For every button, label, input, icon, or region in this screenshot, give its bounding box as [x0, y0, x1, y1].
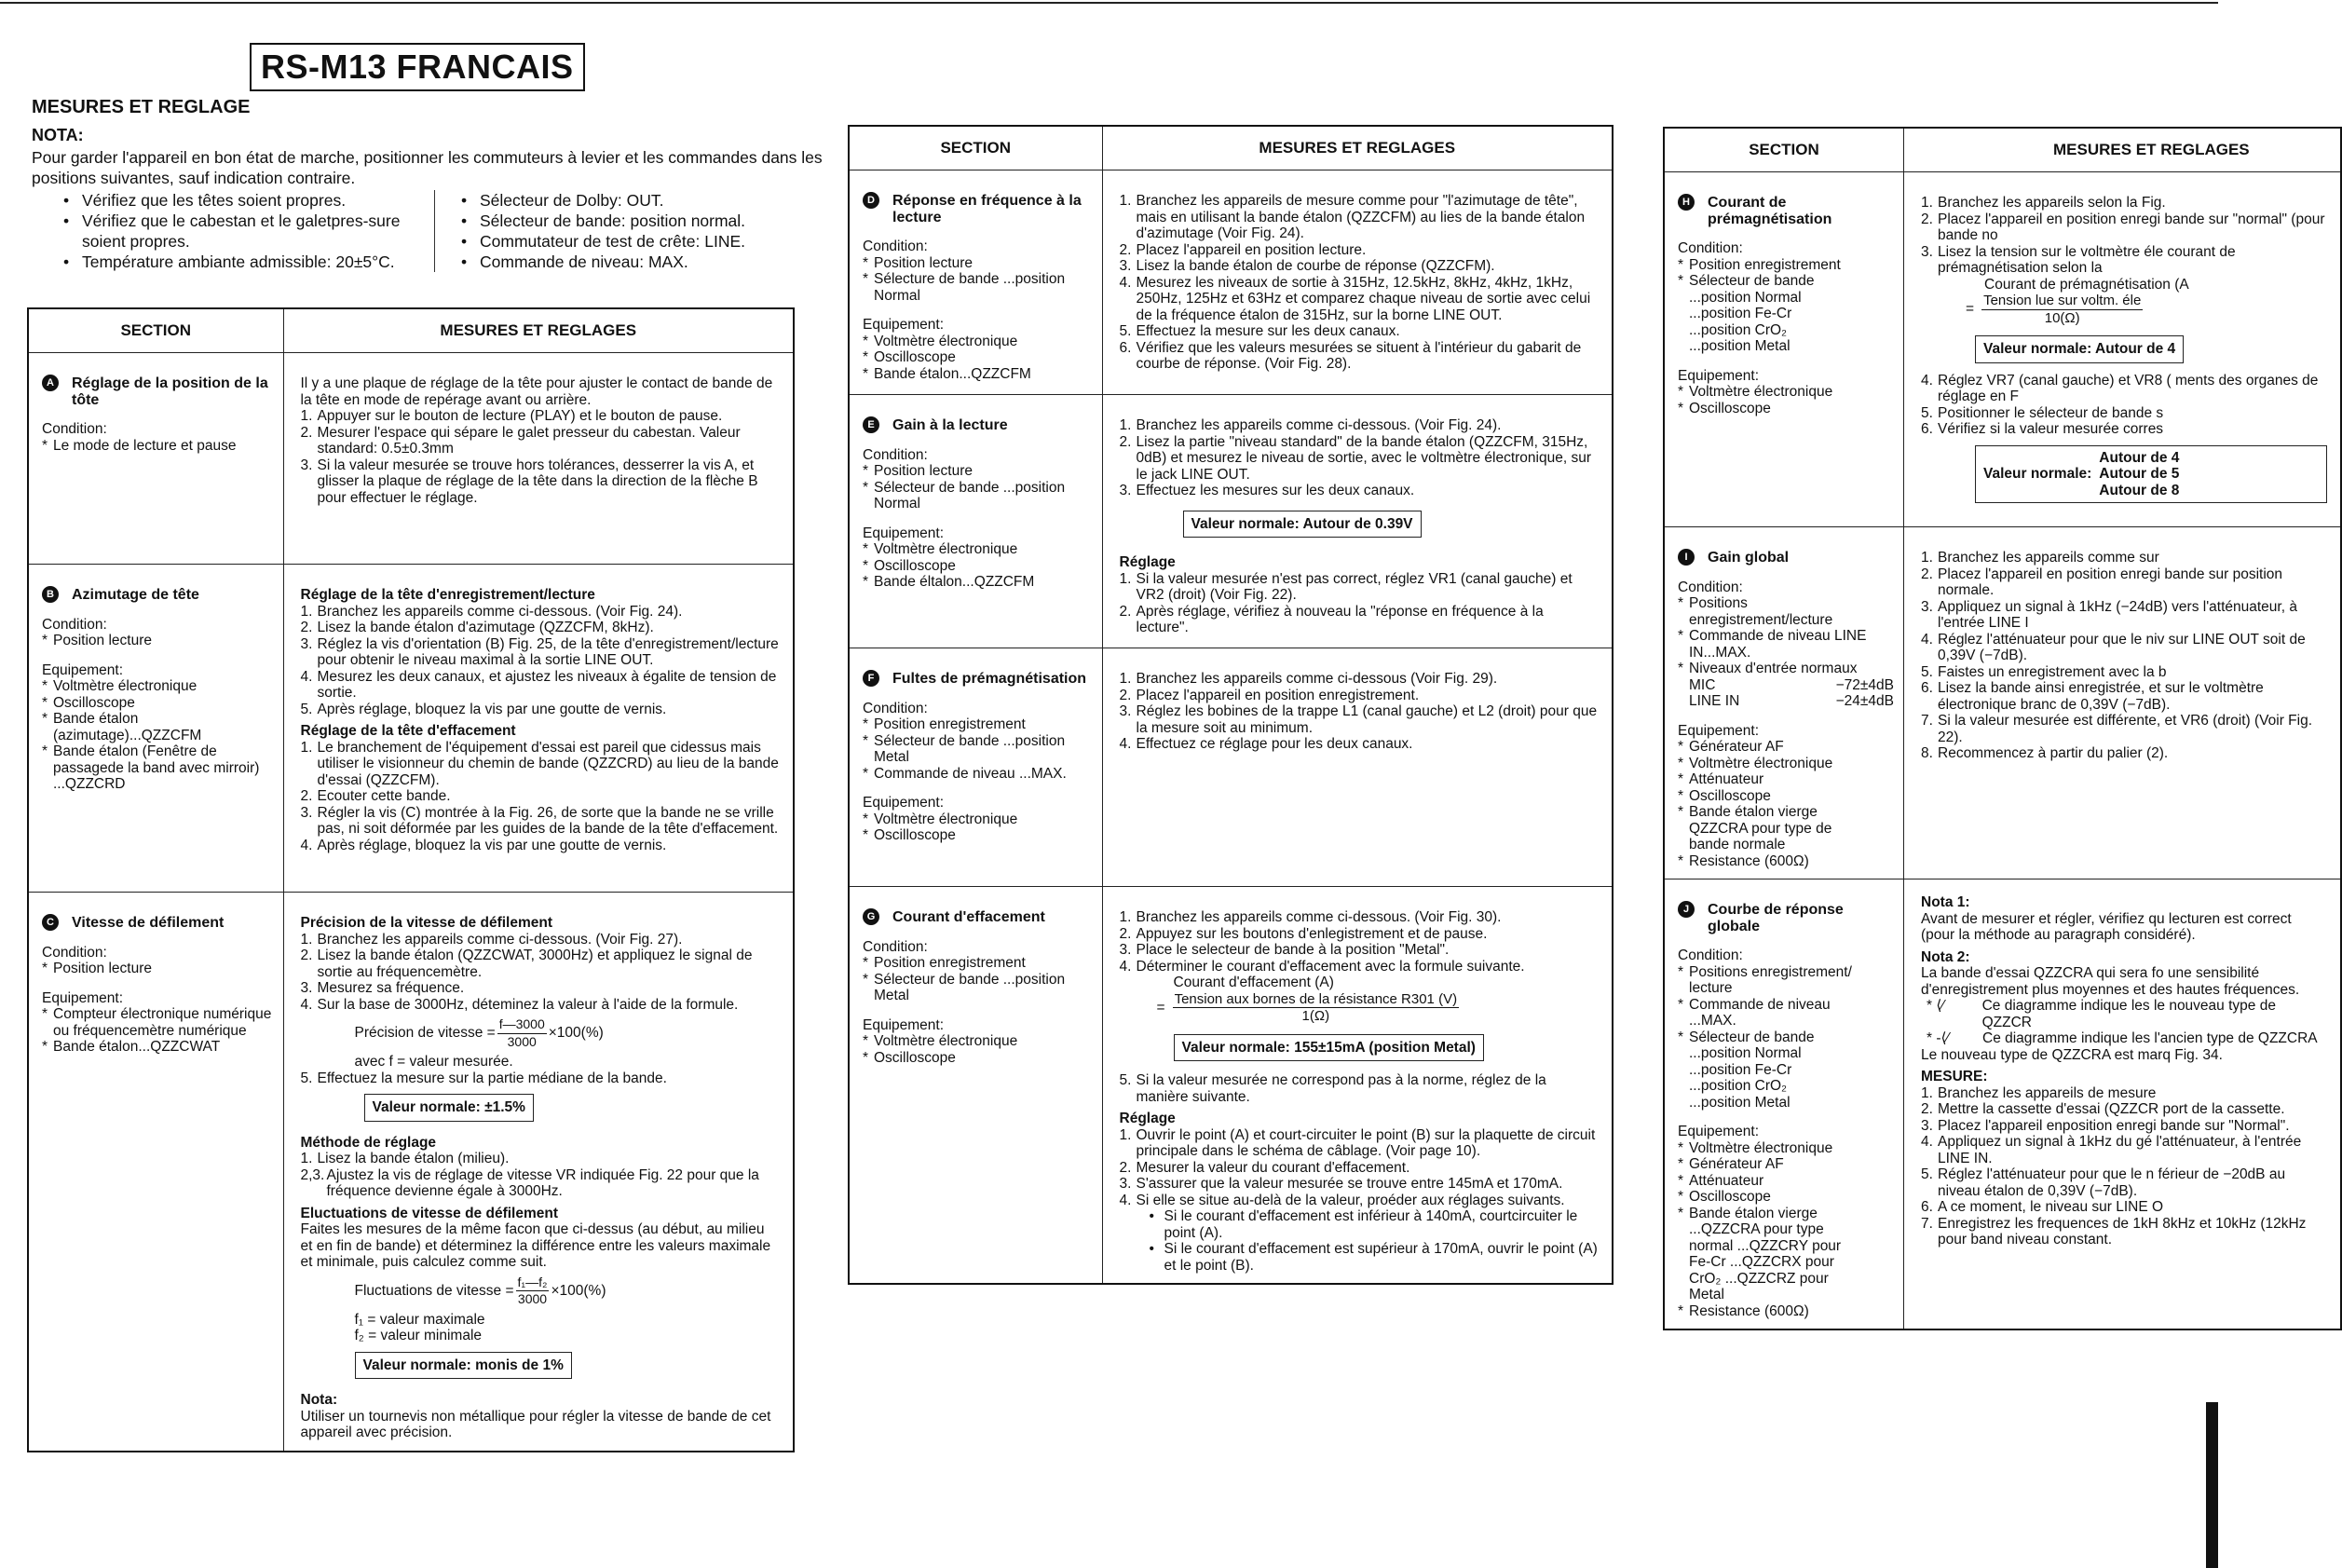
- step: 3. Réglez la vis d'orientation (B) Fig. 25, de la tête d'enregistrement/lecture pour obtenir le niveau maximal à la sortie LINE OUT.: [300, 635, 779, 668]
- step: 1. Si la valeur mesurée n'est pas correct, réglez VR1 (canal gauche) et VR2 (droit) (Voir Fig. 22).: [1119, 570, 1573, 603]
- step: 1. Ouvrir le point (A) et court-circuiter le point (B) sur la plaquette de circuit principale dans le schéma de câblage. (Voir page 10).: [1119, 1126, 1596, 1159]
- mesures-cell: [1904, 879, 2342, 1330]
- list-item: * Positions enregistrement/ lecture: [1678, 964, 1894, 997]
- list-item: * Compteur électronique numérique ou fréquencemètre numérique: [42, 1006, 274, 1039]
- step: 2. Lisez la bande étalon (QZZCWAT, 3000Hz) et appliquez le signal de sortie au fréquencemètre.: [300, 948, 753, 980]
- list-item: * Voltmètre électronique: [863, 1033, 1093, 1050]
- paragraph: Il y a une plaque de réglage de la tête pour ajuster le contact de bande de la tête en mode de repérage avant ou arrière.: [300, 375, 773, 408]
- subheading: Réglage: [1119, 554, 1176, 570]
- list-item: * Bande étalon...QZZCWAT: [42, 1039, 274, 1056]
- label: Condition:: [1678, 948, 1743, 963]
- section-title: B Azimutage de tête: [42, 587, 274, 604]
- label: Equipement:: [863, 1016, 945, 1033]
- header-section: SECTION: [1664, 128, 1904, 172]
- label: Condition:: [42, 616, 107, 633]
- step: 4. Sur la base de 3000Hz, déteminez la valeur à l'aide de la formule.: [300, 996, 739, 1013]
- normal-value-box: Valeur normale: Autour de 4: [1975, 335, 2184, 363]
- nota-label: Nota 1:: [1921, 894, 1970, 910]
- formula: = $\frac{\text{Tension aux bornes de la résistance R301 (V)}}{1(\Omega)}$: [1156, 990, 1458, 1024]
- list-item: * Positions enregistrement/lecture: [1678, 595, 1894, 628]
- step: 2,3. Ajustez la vis de réglage de vitesse VR indiquée Fig. 22 pour que la fréquence devienne égale à 3000Hz.: [300, 1166, 759, 1199]
- step: 3. Réglez les bobines de la trappe L1 (canal gauche) et L2 (droit) pour que la mesure soit au minimum.: [1119, 703, 1598, 736]
- header-mesures: MESURES ET REGLAGES: [1904, 128, 2342, 172]
- section-title: C Vitesse de défilement: [42, 915, 274, 932]
- section-title: G Courant d'effacement: [863, 909, 1093, 926]
- step: 4. Réglez l'atténuateur pour que le niv sur LINE OUT soit de 0,39V (−7dB).: [1921, 631, 2306, 663]
- step: 2. Ecouter cette bande.: [300, 788, 451, 804]
- list-item: * Voltmètre électronique: [863, 541, 1093, 558]
- section-heading: MESURES ET REGLAGE: [32, 97, 251, 117]
- list-item: * Oscilloscope: [863, 558, 1093, 575]
- formula-label: Courant d'effacement (A): [1173, 975, 1334, 990]
- list-item: * Position enregistrement: [863, 955, 1093, 972]
- step: 4. Si elle se situe au-delà de la valeur, proéder aux réglages suivants.: [1119, 1192, 1565, 1208]
- formula-label: Courant de prémagnétisation (A: [1984, 276, 2189, 293]
- label: Condition:: [863, 700, 928, 716]
- formula-note: f₁ = valeur maximale: [354, 1311, 485, 1328]
- list-item: * Bande étalon...QZZCFM: [863, 366, 1093, 383]
- letter-badge: D: [863, 192, 879, 209]
- step: 5. Réglez l'atténuateur pour que le n férieur de −20dB au niveau étalon de 0,39V (−7dB).: [1921, 1166, 2286, 1199]
- table-row: [1664, 879, 2341, 1330]
- step: 5. Effectuez la mesure sur les deux canaux.: [1119, 323, 1400, 339]
- label: Equipement:: [42, 661, 124, 678]
- step: 3. Régler la vis (C) montrée à la Fig. 26, de sorte que la bande ne se vrille pas, ni soit déformée par les guides de la bande de la tête d'effacement.: [300, 804, 779, 837]
- step: 4. Mesurez les deux canaux, et ajustez les niveaux à égalite de tension de sortie.: [300, 668, 777, 701]
- table-row: [1664, 172, 2341, 527]
- list-item: * Bande étalon (azimutage)...QZZCFM: [42, 711, 274, 743]
- step: 6. A ce moment, le niveau sur LINE O: [1921, 1199, 2164, 1215]
- step: 6. Vérifiez si la valeur mesurée corres: [1921, 421, 2164, 437]
- list-item: * Voltmètre électronique: [863, 334, 1093, 350]
- step: 3. S'assurer que la valeur mesurée se trouve entre 145mA et 170mA.: [1119, 1176, 1563, 1192]
- label: Equipement:: [42, 989, 124, 1006]
- step: 2. Placez l'appareil en position lecture.: [1119, 241, 1367, 258]
- list-item: * Sélecteur de bande ...position Metal: [863, 733, 1093, 766]
- step: 3. Si la valeur mesurée se trouve hors tolérances, desserrer la vis A, et glisser la plaque de réglage de la tête dans la direction de la flèche B pour effectuer le réglage.: [300, 457, 758, 506]
- section-cell: [1664, 172, 1904, 527]
- edge-strip: [2206, 1402, 2218, 1568]
- step: 4. Effectuez ce réglage pour les deux canaux.: [1119, 736, 1413, 752]
- list-item: * Position enregistrement: [1678, 257, 1894, 274]
- step: 3. Appliquez un signal à 1kHz (−24dB) vers l'atténuateur, à l'entrée LINE I: [1921, 598, 2297, 631]
- list-item: * Position lecture: [863, 463, 1093, 480]
- letter-badge: C: [42, 914, 59, 931]
- step: 5. Faistes un enregistrement avec la b: [1921, 663, 2167, 680]
- label: Condition:: [1678, 240, 1743, 256]
- letter-badge: G: [863, 908, 879, 925]
- letter-badge: B: [42, 586, 59, 603]
- diagram-legend: * -⟨⁄ Ce diagramme indique les l'ancien type de QZZCRA: [1927, 1030, 2318, 1046]
- step: 2. Après réglage, vérifiez à nouveau la "réponse en fréquence à la lecture".: [1119, 603, 1544, 635]
- list-item: * Oscilloscope: [42, 695, 274, 712]
- header-section: SECTION: [849, 126, 1102, 170]
- formula: Précision de vitesse = $\frac{f—3000}{3000}$ ×100(%): [354, 1016, 604, 1049]
- step: 5. Effectuez la mesure sur la partie médiane de la bande.: [300, 1070, 667, 1086]
- subheading: MESURE:: [1921, 1069, 1988, 1084]
- diagram-legend: * ⟨⁄ Ce diagramme indique les le nouveau type de QZZCR: [1927, 998, 2276, 1030]
- step: 2. Lisez la partie "niveau standard" de la bande étalon (QZZCFM, 315Hz, 0dB) et mesurez le niveau de sortie, avec le voltmètre électronique, sur le jack LINE OUT.: [1119, 433, 1591, 483]
- step: 2. Mesurer la valeur du courant d'effacement.: [1119, 1159, 1410, 1176]
- paragraph: Le nouveau type de QZZCRA est marq Fig. 34.: [1921, 1046, 2223, 1063]
- step: 1. Lisez la bande étalon (milieu).: [300, 1151, 510, 1166]
- condition-item: • Sélecteur de bande: position normal.: [452, 211, 806, 231]
- list-item: * Commande de niveau ...MAX.: [863, 766, 1093, 783]
- label: Condition:: [863, 938, 928, 955]
- list-item: * Oscilloscope: [863, 1050, 1093, 1067]
- list-item: * Resistance (600Ω): [1678, 1303, 1894, 1320]
- list-item: * Sélecteur de bande ...position Normal ...position Fe-Cr ...position CrO₂ ...position Metal: [1678, 1029, 1847, 1111]
- subheading: Réglage de la tête d'enregistrement/lecture: [300, 587, 595, 603]
- step: 4. Appliquez un signal à 1kHz du gé l'atténuateur, à l'entrée LINE IN.: [1921, 1134, 2302, 1166]
- label: Condition:: [863, 446, 928, 463]
- level-row: MIC −72±4dB: [1689, 676, 1894, 693]
- list-item: * Générateur AF: [1678, 1156, 1894, 1173]
- list-item: * Sélecture de bande ...position Normal: [863, 271, 1093, 304]
- step: 7. Enregistrez les frequences de 1kH 8kHz et 10kHz (12kHz pour band niveau constant.: [1921, 1215, 2307, 1248]
- condition-item: • Température ambiante admissible: 20±5°C.: [54, 252, 434, 272]
- step: 3. Lisez la tension sur le voltmètre éle courant de prémagnétisation selon la: [1921, 243, 2236, 276]
- label: Equipement:: [1678, 367, 1760, 384]
- step: 5. Après réglage, bloquez la vis par une goutte de vernis.: [300, 701, 667, 717]
- list-item: * Voltmètre électronique: [1678, 1140, 1894, 1157]
- paragraph: Avant de mesurer et régler, vérifiez qu lecturen est correct (pour la méthode au paragraph considéré).: [1921, 910, 2292, 943]
- section-title: I Gain global: [1678, 550, 1894, 566]
- label: Equipement:: [863, 317, 945, 333]
- step: 7. Si la valeur mesurée est différente, et VR6 (droit) (Voir Fig. 22).: [1921, 713, 2313, 745]
- condition-item: • Vérifiez que le cabestan et le galetpres-sure soient propres.: [54, 211, 434, 252]
- step: 6. Lisez la bande ainsi enregistrée, et sur le voltmètre électronique branc de 0,39V (−7dB).: [1921, 680, 2264, 713]
- step: 2. Placez l'appareil en position enregi bande sur position normale.: [1921, 566, 2283, 598]
- normal-value-box: Valeur normale: Autour de 4 Autour de 5 Autour de 8: [1975, 445, 2327, 504]
- section-title: E Gain à la lecture: [863, 417, 1093, 434]
- list-item: * Bande étalon vierge ...QZZCRA pour type normal ...QZZCRY pour Fe-Cr ...QZZCRX pour CrO₂ ...QZZCRZ pour Metal: [1678, 1206, 1857, 1303]
- list-item: * Oscilloscope: [1678, 1189, 1894, 1206]
- mesures-cell: [1904, 527, 2342, 879]
- section-title: D Réponse en fréquence à la lecture: [863, 193, 1093, 225]
- step: 1. Branchez les appareils selon la Fig.: [1921, 195, 2166, 211]
- subheading: Précision de la vitesse de défilement: [300, 915, 553, 931]
- step: 4. Après réglage, bloquez la vis par une goutte de vernis.: [300, 837, 667, 853]
- list-item: * Commande de niveau LINE IN...MAX.: [1678, 628, 1894, 661]
- list-item: * Atténuateur: [1678, 771, 1894, 788]
- list-item: * Le mode de lecture et pause: [42, 438, 274, 455]
- level-row: LINE IN −24±4dB: [1689, 693, 1894, 709]
- list-item: * Bande éltalon...QZZCFM: [863, 574, 1093, 591]
- label: Condition:: [42, 944, 107, 961]
- letter-badge: I: [1678, 549, 1695, 566]
- step: 1. Branchez les appareils comme ci-dessous (Voir Fig. 29).: [1119, 671, 1498, 687]
- step: 1. Branchez les appareils comme ci-dessous. (Voir Fig. 27).: [300, 931, 683, 948]
- step: 1. Le branchement de l'équipement d'essai est pareil que cidessus mais utiliser le visionneur du chemin de bande (QZZCRD) au lieu de la bande d'essai (QZZCFM).: [300, 739, 779, 788]
- table-3: [1663, 127, 2342, 1330]
- step: 2. Placez l'appareil en position enregi bande sur "normal" (pour bande no: [1921, 211, 2325, 243]
- label: Equipement:: [1678, 1124, 1760, 1139]
- header-section: SECTION: [28, 308, 283, 353]
- list-item: * Voltmètre électronique: [863, 811, 1093, 828]
- step: 1. Branchez les appareils de mesure comme pour "l'azimutage de tête", mais en utilisant la bande étalon (QZZCFM) au lies de la bande étalon d'azimutage (Voir Fig. 24).: [1119, 193, 1586, 241]
- paragraph: La bande d'essai QZZCRA qui sera fo une sensibilité d'enregistrement plus moyennes et des hautes fréquences.: [1921, 965, 2300, 998]
- section-title: J Courbe de réponse globale: [1678, 902, 1894, 934]
- list-item: * Oscilloscope: [863, 827, 1093, 844]
- label: Equipement:: [863, 795, 945, 811]
- subheading: Méthode de réglage: [300, 1134, 437, 1151]
- table-header-row: [1664, 128, 2341, 172]
- list-item: * Bande étalon (Fenêtre de passagede la band avec mirroir) ...QZZCRD: [42, 743, 274, 793]
- normal-value-box: Valeur normale: ±1.5%: [364, 1094, 534, 1122]
- section-cell: [1664, 879, 1904, 1330]
- step: 2. Placez l'appareil en position enregistrement.: [1119, 687, 1420, 703]
- letter-badge: F: [863, 670, 879, 687]
- subheading: Réglage: [1119, 1111, 1176, 1126]
- label: Condition:: [1678, 579, 1743, 595]
- letter-badge: H: [1678, 194, 1695, 211]
- letter-badge: E: [863, 416, 879, 433]
- mesures-cell: [1904, 172, 2342, 527]
- condition-item: • Vérifiez que les têtes soient propres.: [54, 190, 434, 211]
- list-item: * Générateur AF: [1678, 739, 1894, 756]
- table-row: [1664, 527, 2341, 879]
- nota-text: Pour garder l'appareil en bon état de marche, positionner les commuteurs à levier et les commandes dans les positions suivantes, sauf indication contraire.: [32, 148, 823, 187]
- header-mesures: MESURES ET REGLAGES: [1102, 126, 1613, 170]
- header-mesures: MESURES ET REGLAGES: [283, 308, 794, 353]
- step: 3. Place le selecteur de bande à la position "Metal".: [1119, 942, 1450, 958]
- letter-badge: A: [42, 375, 59, 391]
- list-item: * Niveaux d'entrée normaux: [1678, 661, 1894, 677]
- normal-value-box: Valeur normale: 155±15mA (position Metal): [1174, 1034, 1484, 1062]
- step: 3. Lisez la bande étalon de courbe de réponse (QZZCFM).: [1119, 258, 1495, 274]
- list-item: * Voltmètre électronique: [1678, 756, 1894, 772]
- list-item: * Bande étalon vierge QZZCRA pour type de bande normale: [1678, 804, 1838, 853]
- subheading: Eluctuations de vitesse de défilement: [300, 1205, 558, 1221]
- step: 1. Branchez les appareils comme sur: [1921, 550, 2159, 566]
- section-title: H Courant de prémagnétisation: [1678, 195, 1894, 227]
- label: Condition:: [863, 239, 928, 254]
- condition-item: • Commande de niveau: MAX.: [452, 252, 806, 272]
- list-item: * Sélecteur de bande ...position Normal: [863, 480, 1093, 512]
- label: Equipement:: [1678, 722, 1760, 739]
- step: 4. Déterminer le courant d'effacement avec la formule suivante.: [1119, 958, 1525, 975]
- list-item: * Oscilloscope: [1678, 401, 1894, 417]
- condition-item: • Commutateur de test de crête: LINE.: [452, 231, 806, 252]
- list-item: * Voltmètre électronique: [1678, 384, 1894, 401]
- nota-label: NOTA:: [32, 126, 84, 144]
- list-item: * Oscilloscope: [863, 349, 1093, 366]
- label: Condition:: [42, 421, 107, 437]
- label: Equipement:: [863, 525, 945, 541]
- step: 1. Branchez les appareils comme ci-dessous. (Voir Fig. 24).: [300, 603, 683, 620]
- section-title: F Fultes de prémagnétisation: [863, 671, 1093, 688]
- list-item: * Resistance (600Ω): [1678, 853, 1894, 870]
- list-item: * Position lecture: [42, 633, 274, 649]
- list-item: * Atténuateur: [1678, 1173, 1894, 1190]
- step: 1. Appuyer sur le bouton de lecture (PLAY) et le bouton de pause.: [300, 408, 723, 424]
- step: 6. Vérifiez que les valeurs mesurées se situent à l'intérieur du gabarit de courbe de réponse. (Voir Fig. 28).: [1119, 339, 1582, 372]
- list-item: * Commande de niveau ...MAX.: [1678, 997, 1857, 1029]
- step: 5. Si la valeur mesurée ne correspond pas à la norme, réglez de la manière suivante.: [1119, 1072, 1546, 1105]
- nota-label: Nota 2:: [1921, 948, 1970, 965]
- page-title: RS-M13 FRANCAIS: [250, 43, 585, 91]
- step: 1. Branchez les appareils comme ci-dessous. (Voir Fig. 24).: [1119, 417, 1502, 433]
- list-item: * Oscilloscope: [1678, 788, 1894, 805]
- paragraph: Faites les mesures de la même facon que ci-dessus (au début, au milieu et en fin de bande) et déterminez la différence entre les valeurs maximale et minimale, puis calculez comme suit.: [300, 1221, 771, 1270]
- step: 2. Mesurer l'espace qui sépare le galet presseur du cabestan. Valeur standard: 0.5±0.3mm: [300, 424, 741, 457]
- section-title: A Réglage de la position de la tôte: [42, 375, 274, 408]
- step: 8. Recommencez à partir du palier (2).: [1921, 745, 2169, 761]
- list-item: * Sélecteur de bande ...position Normal ...position Fe-Cr ...position CrO₂ ...position Metal: [1678, 273, 1847, 355]
- paragraph: Utiliser un tournevis non métallique pour régler la vitesse de bande de cet appareil avec précision.: [300, 1408, 771, 1440]
- list-item: • Si le courant d'effacement est inférieur à 140mA, courtcircuiter le point (A).: [1137, 1208, 1600, 1241]
- list-item: * Position enregistrement: [863, 716, 1093, 733]
- formula-note: avec f = valeur mesurée.: [354, 1054, 513, 1070]
- step: 1. Branchez les appareils de mesure: [1921, 1084, 2157, 1101]
- normal-value-box: Valeur normale: monis de 1%: [355, 1352, 572, 1380]
- step: 2. Mettre la cassette d'essai (QZZCR port de la cassette.: [1921, 1101, 2285, 1117]
- normal-value-box: Valeur normale: Autour de 0.39V: [1183, 511, 1422, 539]
- step: 3. Effectuez les mesures sur les deux canaux.: [1119, 483, 1415, 498]
- list-item: * Position lecture: [42, 961, 274, 977]
- section-cell: [1664, 527, 1904, 879]
- condition-item: • Sélecteur de Dolby: OUT.: [452, 190, 806, 211]
- step: 4. Mesurez les niveaux de sortie à 315Hz, 12.5kHz, 8kHz, 4kHz, 1kHz, 250Hz, 125Hz et 63Hz et comparez chaque niveau de sortie avec celui de la fréquence étalon de 315Hz, sur la borne LINE OUT.: [1119, 274, 1591, 323]
- step: 3. Placez l'appareil enposition enregi bande sur "Normal".: [1921, 1117, 2290, 1134]
- list-item: * Position lecture: [863, 255, 1093, 272]
- step: 4. Réglez VR7 (canal gauche) et VR8 ( ments des organes de réglage en F: [1921, 372, 2319, 404]
- list-item: * Voltmètre électronique: [42, 678, 274, 695]
- formula-note: f₂ = valeur minimale: [354, 1328, 483, 1343]
- subheading: Réglage de la tête d'effacement: [300, 723, 516, 739]
- step: 2. Lisez la bande étalon d'azimutage (QZZCFM, 8kHz).: [300, 620, 654, 635]
- formula: Fluctuations de vitesse = $\frac{\text{f₁—f₂}}{3000}$ ×100(%): [354, 1274, 606, 1306]
- list-item: • Si le courant d'effacement est supérieur à 170mA, ouvrir le point (A) et le point (B).: [1137, 1241, 1600, 1274]
- step: 2. Appuyez sur les boutons d'enlegistrement et de pause.: [1119, 925, 1488, 942]
- step: 3. Mesurez sa fréquence.: [300, 980, 465, 996]
- nota-label: Nota:: [300, 1392, 338, 1408]
- list-item: * Sélecteur de bande ...position Metal: [863, 972, 1093, 1004]
- step: 1. Branchez les appareils comme ci-dessous. (Voir Fig. 30).: [1119, 909, 1502, 925]
- formula: = $\frac{\text{Tension lue sur voltm. éle}}{10(\Omega)}$: [1966, 293, 2142, 326]
- step: 5. Positionner le sélecteur de bande s: [1921, 404, 2164, 421]
- letter-badge: J: [1678, 901, 1695, 918]
